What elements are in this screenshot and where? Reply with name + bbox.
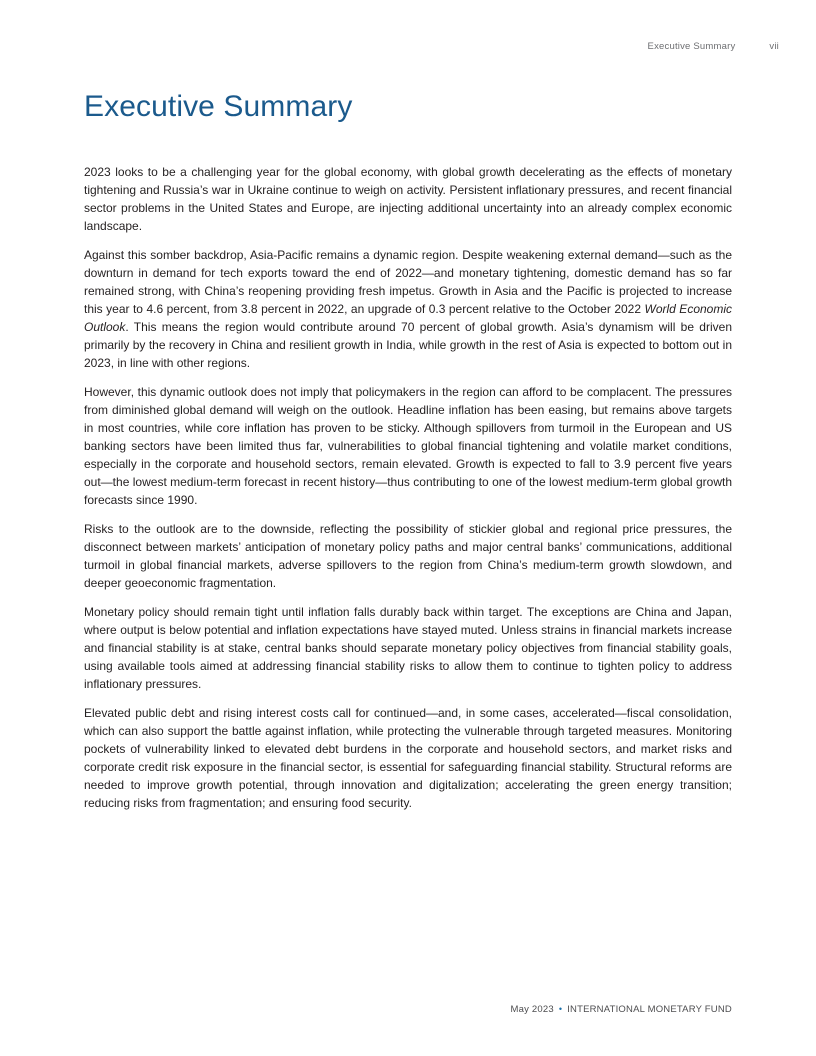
paragraph-2: [84, 246, 732, 372]
paragraph-3: However, this dynamic outlook does not imply that policymakers in the region can afford to be complacent. The pressures from diminished global demand will weigh on the outlook. Headline inflation has been easing, but remains above targets in most countries, while core inflation has proven to be sticky. Although spillovers from turmoil in the European and US banking sectors have been limited thus far, vulnerabilities to global financial tightening and volatile market conditions, especially in the corporate and household sectors, remain elevated. Growth is expected to fall to 3.9 percent five years out—the lowest medium-term forecast in recent history—thus contributing to one of the lowest medium-term global growth forecasts since 1990.: [84, 385, 732, 507]
page-number: vii: [769, 41, 779, 52]
page-footer: [511, 1004, 733, 1015]
page-title: Executive Summary: [84, 90, 353, 123]
paragraph-5: Monetary policy should remain tight until inflation falls durably back within target. The exceptions are China and Japan, where output is below potential and inflation expectations have stayed muted. Unless strains in financial markets increase and financial stability is at stake, central banks should separate monetary policy objectives from financial stability goals, using available tools aimed at addressing financial stability risks to allow them to continue to tighten policy to address inflationary pressures.: [84, 605, 732, 691]
publication-title: World Economic Outlook: [84, 302, 732, 334]
paragraph-4: Risks to the outlook are to the downside, reflecting the possibility of stickier global and regional price pressures, the disconnect between markets’ anticipation of monetary policy paths and major central banks’ communications, additional turmoil in global financial markets, adverse spillovers to the region from China’s medium-term growth slowdown, and deeper geoeconomic fragmentation.: [84, 522, 732, 590]
footer-publisher: INTERNATIONAL MONETARY FUND: [567, 1004, 732, 1015]
footer-separator: •: [558, 1004, 563, 1014]
paragraph-2-text-b: . This means the region would contribute around 70 percent of global growth. Asia’s dynamism will be driven primarily by the recovery in China and resilient growth in India, while growth in the rest of Asia is expected to bottom out in 2023, in line with other regions.: [84, 320, 732, 370]
paragraph-2-text-a: Against this somber backdrop, Asia-Pacific remains a dynamic region. Despite weakening external demand—such as the downturn in demand for tech exports toward the end of 2022—and monetary tightening, domestic demand has so far remained strong, with China’s reopening providing fresh impetus. Growth in Asia and the Pacific is projected to increase this year to 4.6 percent, from 3.8 percent in 2022, an upgrade of 0.3 percent relative to the October 2022: [84, 248, 732, 316]
body-text: [84, 163, 732, 823]
running-header: [648, 41, 779, 52]
paragraph-6: Elevated public debt and rising interest costs call for continued—and, in some cases, accelerated—fiscal consolidation, which can also support the battle against inflation, while protecting the vulnerable through targeted measures. Monitoring pockets of vulnerability linked to elevated debt burdens in the corporate and household sectors, and market risks and corporate credit risk exposure in the financial sector, is essential for safeguarding financial stability. Structural reforms are needed to improve growth potential, through innovation and digitalization; accelerating the green energy transition; reducing risks from fragmentation; and ensuring food security.: [84, 706, 732, 810]
footer-date: May 2023: [510, 1004, 554, 1015]
running-header-section: Executive Summary: [647, 41, 736, 52]
paragraph-1: 2023 looks to be a challenging year for the global economy, with global growth decelerating as the effects of monetary tightening and Russia’s war in Ukraine continue to weigh on activity. Persistent inflationary pressures, and recent financial sector problems in the United States and Europe, are injecting additional uncertainty into an already complex economic landscape.: [84, 165, 732, 233]
